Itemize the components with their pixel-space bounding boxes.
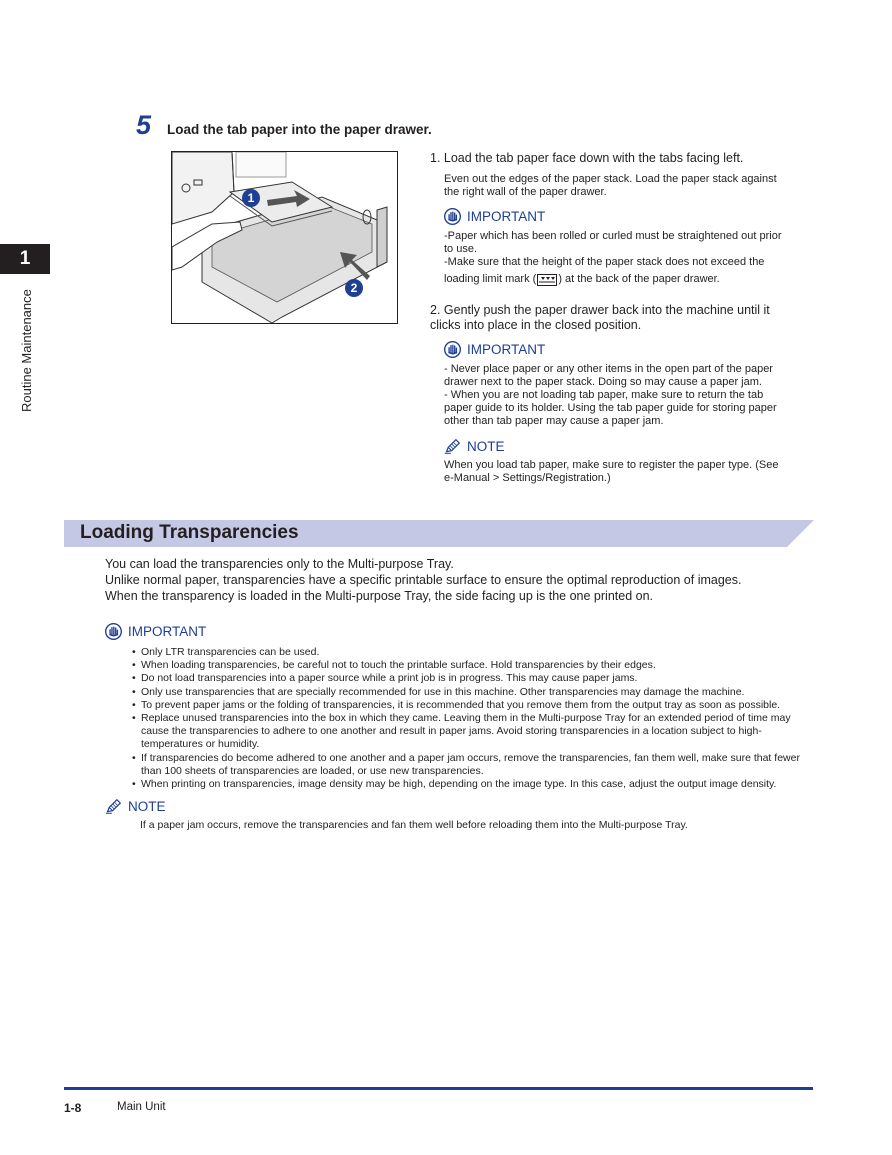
chapter-number-tab: 1 [0,244,50,274]
substep-2-title: 2. Gently push the paper drawer back into the machine until it clicks into place in the closed position. [430,303,770,332]
note-heading-2 [105,798,166,815]
important-heading-3 [105,623,206,640]
callout-1: 1 [242,189,260,207]
loading-limit-text-end: ) at the back of the paper drawer. [558,273,720,285]
note-label: NOTE [467,439,505,454]
important-bullet-list [132,646,807,791]
list-item: • To prevent paper jams or the folding of transparencies, it is recommended that you remove them from the output tray as soon as possible. [132,699,807,712]
section-intro-3: When the transparency is loaded in the Multi-purpose Tray, the side facing up is the one printed on. [105,589,654,603]
important-label: IMPORTANT [467,209,546,224]
important-text-2b: - When you are not loading tab paper, make sure to return the tab paper guide to its holder. Using the tab paper guide for storing paper other than tab paper may cause a paper jam. [444,389,777,427]
section-intro-1: You can load the transparencies only to the Multi-purpose Tray. [105,557,454,571]
important-hand-icon [444,208,461,225]
important-hand-icon [444,341,461,358]
note-label: NOTE [128,799,166,814]
loading-limit-text: loading limit mark ( [444,273,537,285]
list-item: • If transparencies do become adhered to one another and a paper jam occurs, remove the transparencies, fan them well, make sure that fewer than 100 sheets of transparencies are loaded, or use new transparencies. [132,752,807,778]
important-label: IMPORTANT [467,342,546,357]
page-number: 1-8 [64,1101,82,1115]
important-heading-2 [444,341,545,358]
loading-limit-mark-icon [537,274,557,286]
important-text-1b: -Make sure that the height of the paper stack does not exceed the [444,256,765,268]
chapter-name: Routine Maintenance [19,289,34,412]
footer-title: Main Unit [117,1101,166,1113]
important-label: IMPORTANT [128,624,207,639]
section-title: Loading Transparencies [80,522,299,543]
list-item: • Only use transparencies that are specially recommended for use in this machine. Other transparencies may damage the machine. [132,686,807,699]
paper-drawer-illustration [171,151,398,324]
section-intro-2: Unlike normal paper, transparencies have a specific printable surface to ensure the optimal reproduction of images. [105,573,742,587]
list-item: • When loading transparencies, be careful not to touch the printable surface. Hold transparencies by their edges. [132,659,807,672]
paper-drawer-drawing [172,152,397,323]
list-item: • Only LTR transparencies can be used. [132,646,807,659]
footer-rule [64,1087,813,1090]
step-title: Load the tab paper into the paper drawer. [167,122,432,137]
list-item: • When printing on transparencies, image density may be high, depending on the image type. In this case, adjust the output image density. [132,778,807,791]
note-pencil-icon [444,438,461,455]
list-item: • Do not load transparencies into a paper source while a print job is in progress. This may cause paper jams. [132,672,807,685]
important-text-2a: - Never place paper or any other items in the open part of the paper drawer next to the paper stack. Doing so may cause a paper jam. [444,363,773,388]
substep-1-title: 1. Load the tab paper face down with the tabs facing left. [430,151,744,165]
note-text-2: If a paper jam occurs, remove the transparencies and fan them well before reloading them into the Multi-purpose Tray. [140,819,688,831]
important-hand-icon [105,623,122,640]
important-text-1a: -Paper which has been rolled or curled must be straightened out prior to use. [444,230,782,255]
list-item: • Replace unused transparencies into the box in which they came. Leaving them in the Multi-purpose Tray for an extended period of time may cause the transparencies to adhere to one another and result in paper jams. Avoid storing transparencies in a location subject to high-temperatures or humidity. [132,712,807,752]
callout-2: 2 [345,279,363,297]
step-number: 5 [136,110,152,140]
note-heading-1 [444,438,505,455]
substep-1-text: Even out the edges of the paper stack. Load the paper stack against the right wall of the paper drawer. [444,173,777,198]
note-pencil-icon [105,798,122,815]
important-heading-1 [444,208,545,225]
important-text-1c [444,273,789,286]
note-text-1: When you load tab paper, make sure to register the paper type. (See e-Manual > Settings/Registration.) [444,459,779,484]
